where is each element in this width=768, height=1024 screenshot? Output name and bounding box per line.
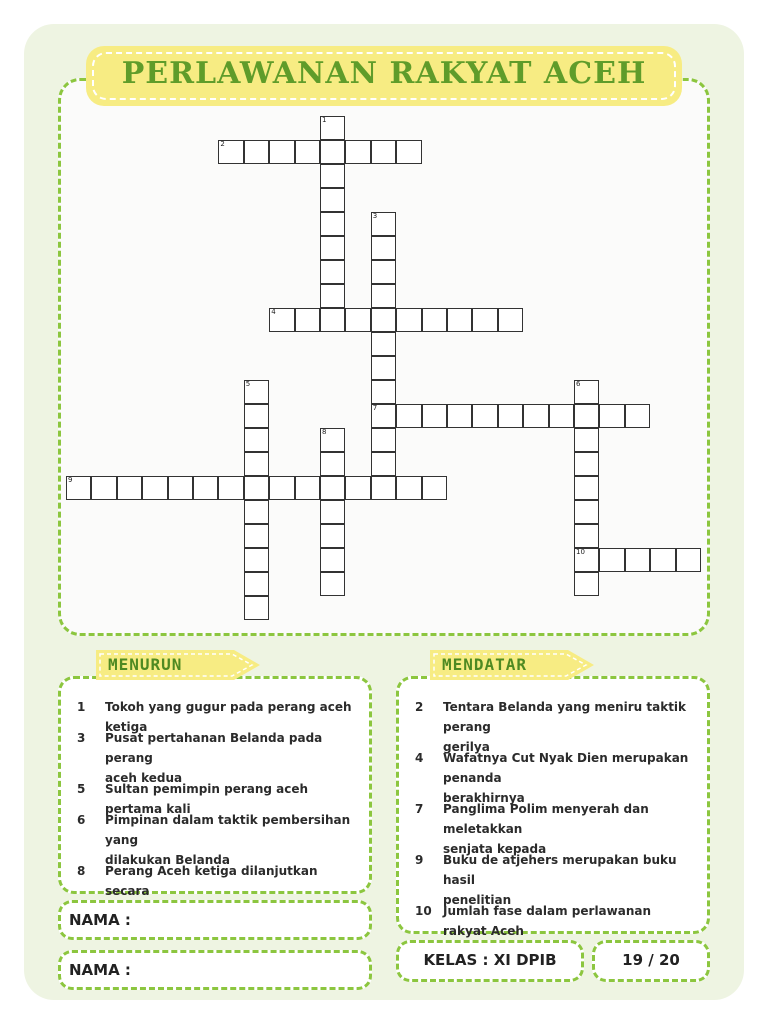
clue-number: 8 — [77, 864, 86, 878]
crossword-cell[interactable] — [244, 500, 269, 524]
crossword-cell[interactable] — [396, 476, 421, 500]
crossword-cell[interactable] — [320, 260, 345, 284]
crossword-cell[interactable] — [371, 308, 396, 332]
clue-number: 6 — [77, 813, 86, 827]
crossword-cell[interactable] — [244, 572, 269, 596]
crossword-cell[interactable] — [574, 572, 599, 596]
crossword-cell[interactable] — [269, 308, 294, 332]
clue-text-line: Perang Aceh ketiga dilanjutkan secara — [105, 864, 318, 898]
clue-text-line: senjata kepada — [443, 842, 547, 856]
crossword-cell[interactable] — [371, 428, 396, 452]
crossword-cell[interactable] — [345, 308, 370, 332]
crossword-cell[interactable] — [599, 404, 624, 428]
clue-text-line: Wafatnya Cut Nyak Dien merupakan penanda — [443, 751, 689, 785]
crossword-cell[interactable] — [320, 548, 345, 572]
clue-text-line: gerilya — [443, 740, 490, 754]
crossword-cell[interactable] — [320, 116, 345, 140]
crossword-cell[interactable] — [117, 476, 142, 500]
section-label-down: MENURUN — [108, 655, 183, 674]
crossword-cell[interactable] — [650, 548, 675, 572]
clue-text-line: penelitian — [443, 893, 512, 907]
clue-text-line: Panglima Polim menyerah dan meletakkan — [443, 802, 649, 836]
clue-text-line: aceh kedua — [105, 771, 183, 785]
section-tag-down — [94, 648, 262, 682]
crossword-cell[interactable] — [371, 212, 396, 236]
clue-text-line: dilakukan Belanda — [105, 853, 230, 867]
crossword-cell[interactable] — [574, 452, 599, 476]
crossword-cell[interactable] — [472, 308, 497, 332]
crossword-cell[interactable] — [549, 404, 574, 428]
crossword-cell[interactable] — [320, 284, 345, 308]
clue-number: 9 — [415, 853, 424, 867]
crossword-cell[interactable] — [244, 476, 269, 500]
crossword-cell[interactable] — [625, 404, 650, 428]
clue-text — [105, 861, 357, 901]
crossword-cell-number: 5 — [245, 380, 251, 389]
crossword-cell[interactable] — [320, 308, 345, 332]
crossword-cell[interactable] — [498, 308, 523, 332]
title-banner — [86, 46, 682, 106]
name-label-2: NAMA : — [69, 961, 131, 979]
crossword-cell[interactable] — [472, 404, 497, 428]
name-field-1[interactable] — [58, 900, 372, 940]
crossword-cell[interactable] — [218, 476, 243, 500]
crossword-cell[interactable] — [320, 572, 345, 596]
clue-text-line: Tentara Belanda yang meniru taktik perang — [443, 700, 687, 734]
crossword-cell[interactable] — [345, 140, 370, 164]
clue-text — [443, 901, 695, 941]
crossword-cell[interactable] — [244, 404, 269, 428]
clues-down-panel — [58, 676, 372, 898]
crossword-cell[interactable] — [422, 476, 447, 500]
page-number-box — [592, 940, 710, 982]
clue-number: 2 — [415, 700, 424, 714]
section-tag-across — [428, 648, 596, 682]
crossword-cell[interactable] — [193, 476, 218, 500]
crossword-cell[interactable] — [244, 548, 269, 572]
clue-text-line: Pimpinan dalam taktik pembersihan yang — [105, 813, 351, 847]
crossword-cell[interactable] — [320, 476, 345, 500]
name-label-1: NAMA : — [69, 911, 131, 929]
crossword-cell[interactable] — [447, 404, 472, 428]
crossword-cell[interactable] — [574, 500, 599, 524]
crossword-cell[interactable] — [371, 356, 396, 380]
crossword-cell[interactable] — [422, 308, 447, 332]
crossword-cell[interactable] — [574, 476, 599, 500]
crossword-cell[interactable] — [371, 140, 396, 164]
clue-number: 7 — [415, 802, 424, 816]
crossword-cell[interactable] — [574, 404, 599, 428]
crossword-cell-number: 7 — [372, 404, 378, 413]
crossword-cell[interactable] — [269, 476, 294, 500]
crossword-cell[interactable] — [320, 140, 345, 164]
clues-across-panel — [396, 676, 710, 938]
page-number: 19 / 20 — [622, 951, 680, 969]
section-label-across: MENDATAR — [442, 655, 528, 674]
crossword-cell[interactable] — [345, 476, 370, 500]
crossword-cell[interactable] — [295, 476, 320, 500]
crossword-cell[interactable] — [625, 548, 650, 572]
clue-number: 10 — [415, 904, 432, 918]
crossword-cell[interactable] — [371, 284, 396, 308]
crossword-cell[interactable] — [168, 476, 193, 500]
class-label: KELAS : XI DPIB — [423, 951, 557, 969]
clue-text-line: Buku de atjehers merupakan buku hasil — [443, 853, 677, 887]
crossword-cell[interactable] — [320, 164, 345, 188]
crossword-cell[interactable] — [599, 548, 624, 572]
crossword-cell-number: 2 — [220, 140, 225, 148]
crossword-cell[interactable] — [574, 380, 599, 404]
crossword-cell[interactable] — [676, 548, 701, 572]
clue-text-line: Tokoh yang gugur pada perang aceh ketiga — [105, 700, 352, 734]
crossword-cell[interactable] — [371, 476, 396, 500]
crossword-cell[interactable] — [574, 428, 599, 452]
crossword-cell[interactable] — [371, 404, 396, 428]
crossword-cell[interactable] — [244, 452, 269, 476]
crossword-cell-number: 1 — [322, 116, 327, 124]
crossword-cell[interactable] — [371, 236, 396, 260]
crossword-cell[interactable] — [218, 140, 243, 164]
crossword-cell[interactable] — [574, 524, 599, 548]
crossword-cell[interactable] — [269, 140, 294, 164]
crossword-cell[interactable] — [142, 476, 167, 500]
name-field-2[interactable] — [58, 950, 372, 990]
crossword-cell[interactable] — [371, 380, 396, 404]
crossword-cell[interactable] — [396, 140, 421, 164]
crossword-cell[interactable] — [574, 548, 599, 572]
clue-number: 4 — [415, 751, 424, 765]
crossword-cell[interactable] — [523, 404, 548, 428]
crossword-cell[interactable] — [371, 260, 396, 284]
crossword-cell[interactable] — [66, 476, 91, 500]
crossword-cell[interactable] — [447, 308, 472, 332]
crossword-cell[interactable] — [498, 404, 523, 428]
crossword-cell[interactable] — [320, 524, 345, 548]
crossword-cell-number: 9 — [68, 476, 73, 485]
crossword-cell[interactable] — [244, 524, 269, 548]
crossword-cell[interactable] — [396, 404, 421, 428]
crossword-cell[interactable] — [320, 452, 345, 476]
crossword-cell[interactable] — [371, 452, 396, 476]
crossword-cell[interactable] — [396, 308, 421, 332]
crossword-cell-number: 3 — [372, 212, 378, 220]
crossword-cell-number: 10 — [576, 548, 585, 557]
crossword-cell[interactable] — [320, 428, 345, 452]
clue-text-line: Sultan pemimpin perang aceh pertama kali — [105, 782, 309, 816]
crossword-cell[interactable] — [295, 140, 320, 164]
crossword-cell[interactable] — [244, 380, 269, 404]
crossword-cell[interactable] — [371, 332, 396, 356]
crossword-cell-number: 8 — [322, 428, 327, 437]
crossword-cell[interactable] — [244, 140, 269, 164]
clue-number: 3 — [77, 731, 86, 745]
clue-text-line: berakhirnya — [443, 791, 525, 805]
crossword-cell[interactable] — [320, 236, 345, 260]
clue-text-line: Pusat pertahanan Belanda pada perang — [105, 731, 323, 765]
crossword-cell[interactable] — [320, 500, 345, 524]
crossword-panel — [58, 78, 710, 636]
crossword-cell[interactable] — [320, 212, 345, 236]
clue-text-line: Jumlah fase dalam perlawanan rakyat Aceh — [443, 904, 652, 938]
crossword-grid — [66, 116, 706, 626]
crossword-cell[interactable] — [244, 428, 269, 452]
clue-number: 5 — [77, 782, 86, 796]
crossword-cell[interactable] — [320, 188, 345, 212]
crossword-cell[interactable] — [422, 404, 447, 428]
clue-number: 1 — [77, 700, 86, 714]
crossword-cell-number: 6 — [576, 380, 581, 389]
page-title: PERLAWANAN RAKYAT ACEH — [121, 56, 647, 91]
crossword-cell[interactable] — [295, 308, 320, 332]
crossword-cell[interactable] — [91, 476, 116, 500]
class-box — [396, 940, 584, 982]
crossword-cell-number: 4 — [271, 308, 276, 317]
crossword-cell[interactable] — [244, 596, 269, 620]
